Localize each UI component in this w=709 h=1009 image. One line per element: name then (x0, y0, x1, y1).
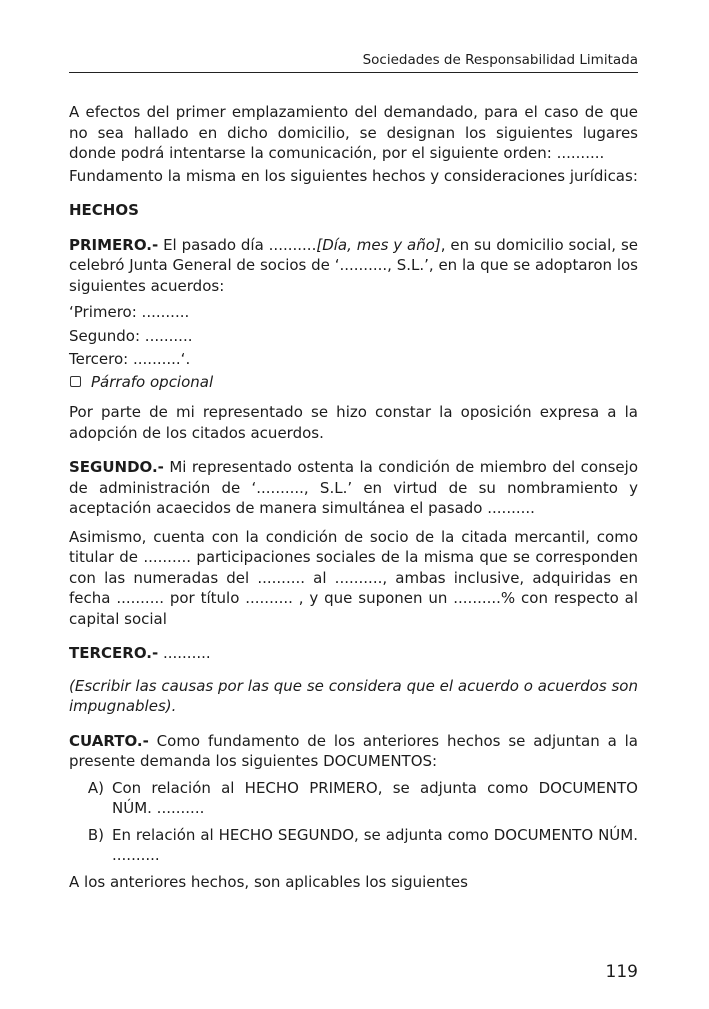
oposicion-paragraph: Por parte de mi representado se hizo constar la oposición expresa a la adopción de los citados acuerdos. (69, 403, 638, 442)
tercero-paragraph (69, 643, 638, 664)
tercero-note-text: (Escribir las causas por las que se considera que el acuerdo o acuerdos son impugnables). (69, 676, 638, 715)
tercero-label: TERCERO.- (69, 644, 159, 662)
primero-text-b: , en su domicilio social, se celebró Junta General de socios de ‘.........., S.L.’, en la que se adoptaron los siguientes acuerdos: (69, 235, 638, 295)
fundamento-paragraph: Fundamento la misma en los siguientes hechos y consideraciones jurídicas: (69, 166, 638, 185)
cuarto-label: CUARTO.- (69, 731, 149, 750)
acuerdos-list (69, 302, 638, 370)
segundo-label: SEGUNDO.- (69, 458, 164, 476)
acuerdo-item: Segundo: .......... (69, 326, 193, 345)
page-body (69, 102, 638, 892)
segundo-paragraph (69, 457, 638, 519)
optional-paragraph-row (69, 372, 638, 393)
cuarto-text: Como fundamento de los anteriores hechos se adjuntan a la presente demanda los siguientes DOCUMENTOS: (69, 731, 638, 770)
page-number: 119 (605, 962, 638, 982)
primero-paragraph (69, 235, 638, 297)
checkbox-icon (70, 376, 81, 387)
optional-paragraph-label: Párrafo opcional (91, 372, 214, 391)
documents-list (69, 778, 638, 866)
primero-text-italic: [Día, mes y año] (316, 235, 441, 254)
asimismo-paragraph: Asimismo, cuenta con la condición de socio de la citada mercantil, como titular de .......... participaciones sociales de la misma que se corresponden con las numeradas del .......... al .........., ambas inclusive, adquiridas en fecha .......... por título .......... , y que suponen un ..........% con respecto al capital social (69, 527, 638, 628)
tercero-note (69, 676, 638, 717)
list-item (69, 778, 638, 819)
list-item-text: En relación al HECHO SEGUNDO, se adjunta como DOCUMENTO NÚM. .......... (112, 825, 638, 864)
tercero-text: .......... (158, 644, 211, 662)
list-item (69, 825, 638, 866)
list-marker: A) (87, 778, 104, 797)
cuarto-paragraph (69, 731, 638, 772)
acuerdo-item: Tercero: ..........‘. (69, 350, 191, 368)
running-title: Sociedades de Responsabilidad Limitada (362, 52, 638, 68)
hechos-heading (69, 200, 638, 221)
list-item-text: Con relación al HECHO PRIMERO, se adjunta como DOCUMENTO NÚM. .......... (112, 778, 638, 817)
intro-paragraph: A efectos del primer emplazamiento del demandado, para el caso de que no sea hallado en dicho domicilio, se designan los siguientes lugares donde podrá intentarse la comunicación, por el siguiente orden: .......... (69, 103, 638, 162)
running-header (69, 52, 638, 73)
segundo-text: Mi representado ostenta la condición de miembro del consejo de administración de ‘.........., S.L.’ en virtud de su nombramiento y aceptación acaecidos de manera simultánea el pasado .......... (69, 458, 638, 517)
primero-text-a: El pasado día .......... (158, 235, 317, 254)
list-marker: B) (87, 825, 104, 844)
closing-paragraph: A los anteriores hechos, son aplicables los siguientes (69, 872, 468, 891)
acuerdo-item: ‘Primero: .......... (69, 303, 190, 321)
hechos-heading-text: HECHOS (69, 201, 139, 219)
primero-label: PRIMERO.- (69, 235, 159, 254)
